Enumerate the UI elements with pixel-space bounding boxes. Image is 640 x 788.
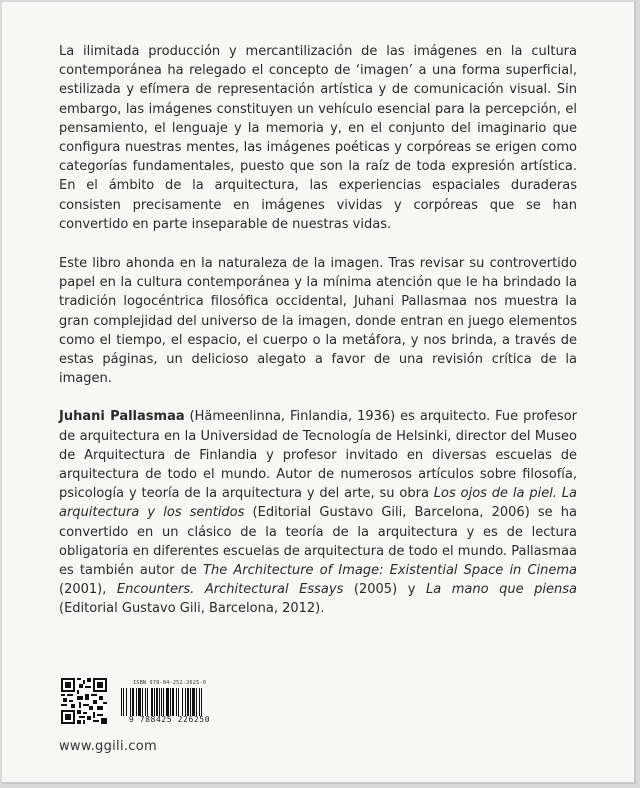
author-name: Juhani Pallasmaa: [59, 409, 185, 425]
bio-text-2: (Editorial Gustavo Gili, Barcelona, 2006) se ha convertido en un clásico de la teoría de la arquitectura y es de lectura obligatoria en diferentes escuelas de arquitectura de todo el mundo. Pallasmaa es también autor de: [59, 505, 578, 579]
publisher-website: www.ggili.com: [59, 739, 157, 754]
bio-text-4: (2005) y: [343, 582, 426, 598]
bio-text-3: (2001),: [59, 582, 117, 598]
qr-code: [61, 678, 107, 724]
cover-text-block: [59, 42, 577, 619]
book-title-1: Los ojos de la piel. La arquitectura y los sentidos: [59, 486, 578, 521]
isbn-number: 9 788425 226250: [128, 715, 211, 724]
isbn-label: ISBN 978-84-252-2625-0: [132, 680, 207, 686]
book-title-4: La mano que piensa: [425, 582, 578, 598]
bio-text-1: (Hämeenlinna, Finlandia, 1936) es arquitecto. Fue profesor de arquitectura en la Universidad de Tecnología de Helsinki, director del Museo de Arquitectura de Finlandia y profesor invitado en diversas escuelas de arquitectura de todo el mundo. Autor de numerosos artículos sobre filosofía, psicología y teoría de la arquitectura y del arte, su obra: [59, 409, 578, 502]
barcode-bars: [121, 688, 219, 716]
book-back-cover: [2, 2, 636, 784]
bio-text-5: (Editorial Gustavo Gili, Barcelona, 2012).: [59, 601, 325, 617]
author-bio-paragraph: [59, 407, 577, 618]
blurb-paragraph-2: Este libro ahonda en la naturaleza de la imagen. Tras revisar su controvertido papel en la cultura contemporánea y la mínima atención que le ha brindado la tradición logocéntrica filosófica occidental, Juhani Pallasmaa nos muestra la gran complejidad del universo de la imagen, donde entran en juego elementos como el tiempo, el espacio, el cuerpo o la metáfora, y nos brinda, a través de estas páginas, un delicioso alegato a favor de una revisión crítica de la imagen.: [59, 256, 577, 387]
book-title-3: Encounters. Architectural Essays: [116, 582, 344, 598]
isbn-barcode: [117, 680, 222, 726]
blurb-paragraph-1: La ilimitada producción y mercantilización de las imágenes en la cultura contemporánea ha relegado el concepto de ‘imagen’ a una forma superficial, estilizada y efímera de representación artística y de comunicación visual. Sin embargo, las imágenes constituyen un vehículo esencial para la percepción, el pensamiento, el lenguaje y la memoria y, en el conjunto del imaginario que configura nuestras mentes, las imágenes poéticas y corpóreas se erigen como categorías fundamentales, puesto que son la raíz de toda expresión artística. En el ámbito de la arquitectura, las experiencias espaciales duraderas consisten precisamente en imágenes vividas y corpóreas que se han convertido en parte inseparable de nuestras vidas.: [59, 44, 577, 232]
book-title-2: The Architecture of Image: Existential Space in Cinema: [203, 563, 578, 579]
